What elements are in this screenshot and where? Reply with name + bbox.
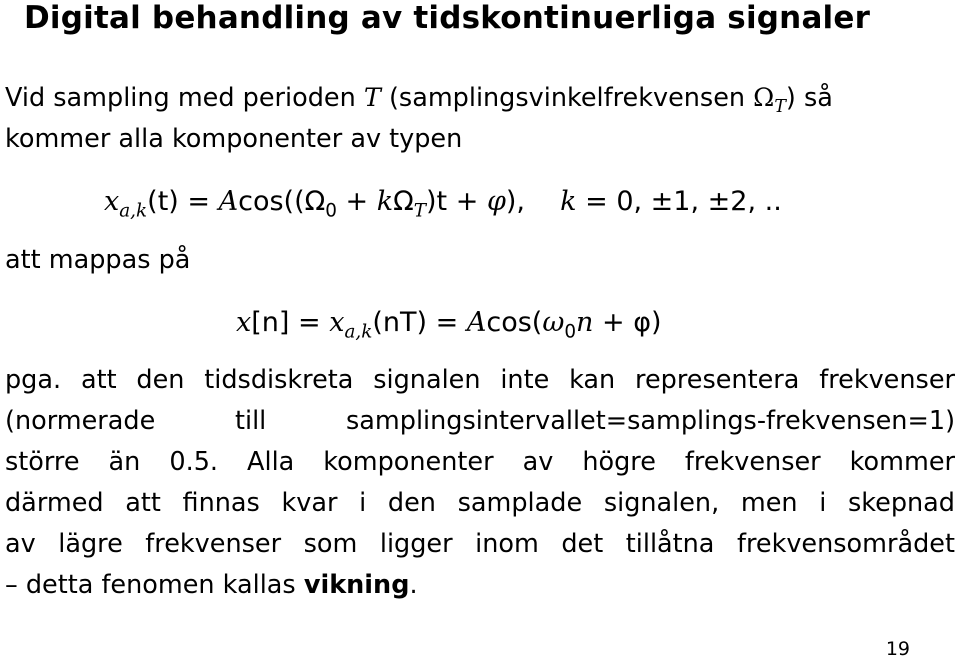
page-number: 19 [885,638,910,660]
eq1-x: x [104,186,120,217]
para-l6-suffix: . [409,570,418,600]
eq2-sub0: 0 [564,321,577,343]
eq2-cos: cos( [486,307,543,338]
symbol-T: T [363,83,381,113]
para-l2c: samplingsintervallet=samplings-frekvensen=1) [346,406,956,436]
intro-line-1 [5,83,833,117]
eq2-x2: x [329,307,345,338]
eq2-nT: (nT) = [372,307,459,338]
slide-title: Digital behandling av tidskontinuerliga signaler [24,0,871,36]
eq2-n: [n] = [251,307,321,338]
paragraph-line-4: därmed att finnas kvar i den samplade signalen, men i skepnad [5,488,955,518]
eq1-k: k [376,186,394,217]
eq2-n2: n [576,307,594,338]
eq1-subT: T [413,200,427,222]
para-l6-prefix: – detta fenomen kallas [5,570,296,600]
eq2-x: x [236,307,252,338]
para-l2b: till [235,406,267,436]
eq2-plus-phi: + φ) [602,307,662,338]
paragraph-line-2 [5,406,955,436]
eq2-A: A [466,307,487,338]
paragraph-line-6 [5,570,418,600]
intro-text-a: Vid sampling med perioden [5,83,356,113]
intro-text-b: (samplingsvinkelfrekvensen [388,83,746,113]
eq2-sub-ak: a,k [344,321,373,343]
eq2-omega: ω [542,307,565,338]
intro-text-c: ) så [785,83,833,113]
term-vikning: vikning [303,570,410,600]
eq1-sub-ak: a,k [119,200,148,222]
symbol-omega: Ω [753,83,775,113]
eq1-k2: k [560,186,577,217]
eq1-t-close: )t + [426,186,487,217]
equation-discrete [236,307,662,342]
mapped-text: att mappas på [5,245,191,275]
eq1-plus: + [345,186,369,217]
eq1-values: = 0, ±1, ±2, .. [585,186,782,217]
symbol-omega-sub: T [774,97,786,118]
eq1-sub0: 0 [325,200,337,222]
paragraph-line-1: pga. att den tidsdiskreta signalen inte kan representera frekvenser [5,365,955,395]
eq1-A: A [218,186,239,217]
eq1-phi: φ [486,186,506,217]
para-l2a: (normerade [5,406,156,436]
eq1-t: (t) = [147,186,211,217]
paragraph-line-5: av lägre frekvenser som ligger inom det tillåtna frekvensområdet [5,529,955,559]
eq1-omega: Ω [393,186,414,217]
eq1-cos: cos((Ω [238,186,326,217]
paragraph-line-3: större än 0.5. Alla komponenter av högre frekvenser kommer [5,447,955,477]
equation-continuous [104,186,782,221]
intro-line-2: kommer alla komponenter av typen [5,124,463,154]
eq1-close: ), [505,186,525,217]
